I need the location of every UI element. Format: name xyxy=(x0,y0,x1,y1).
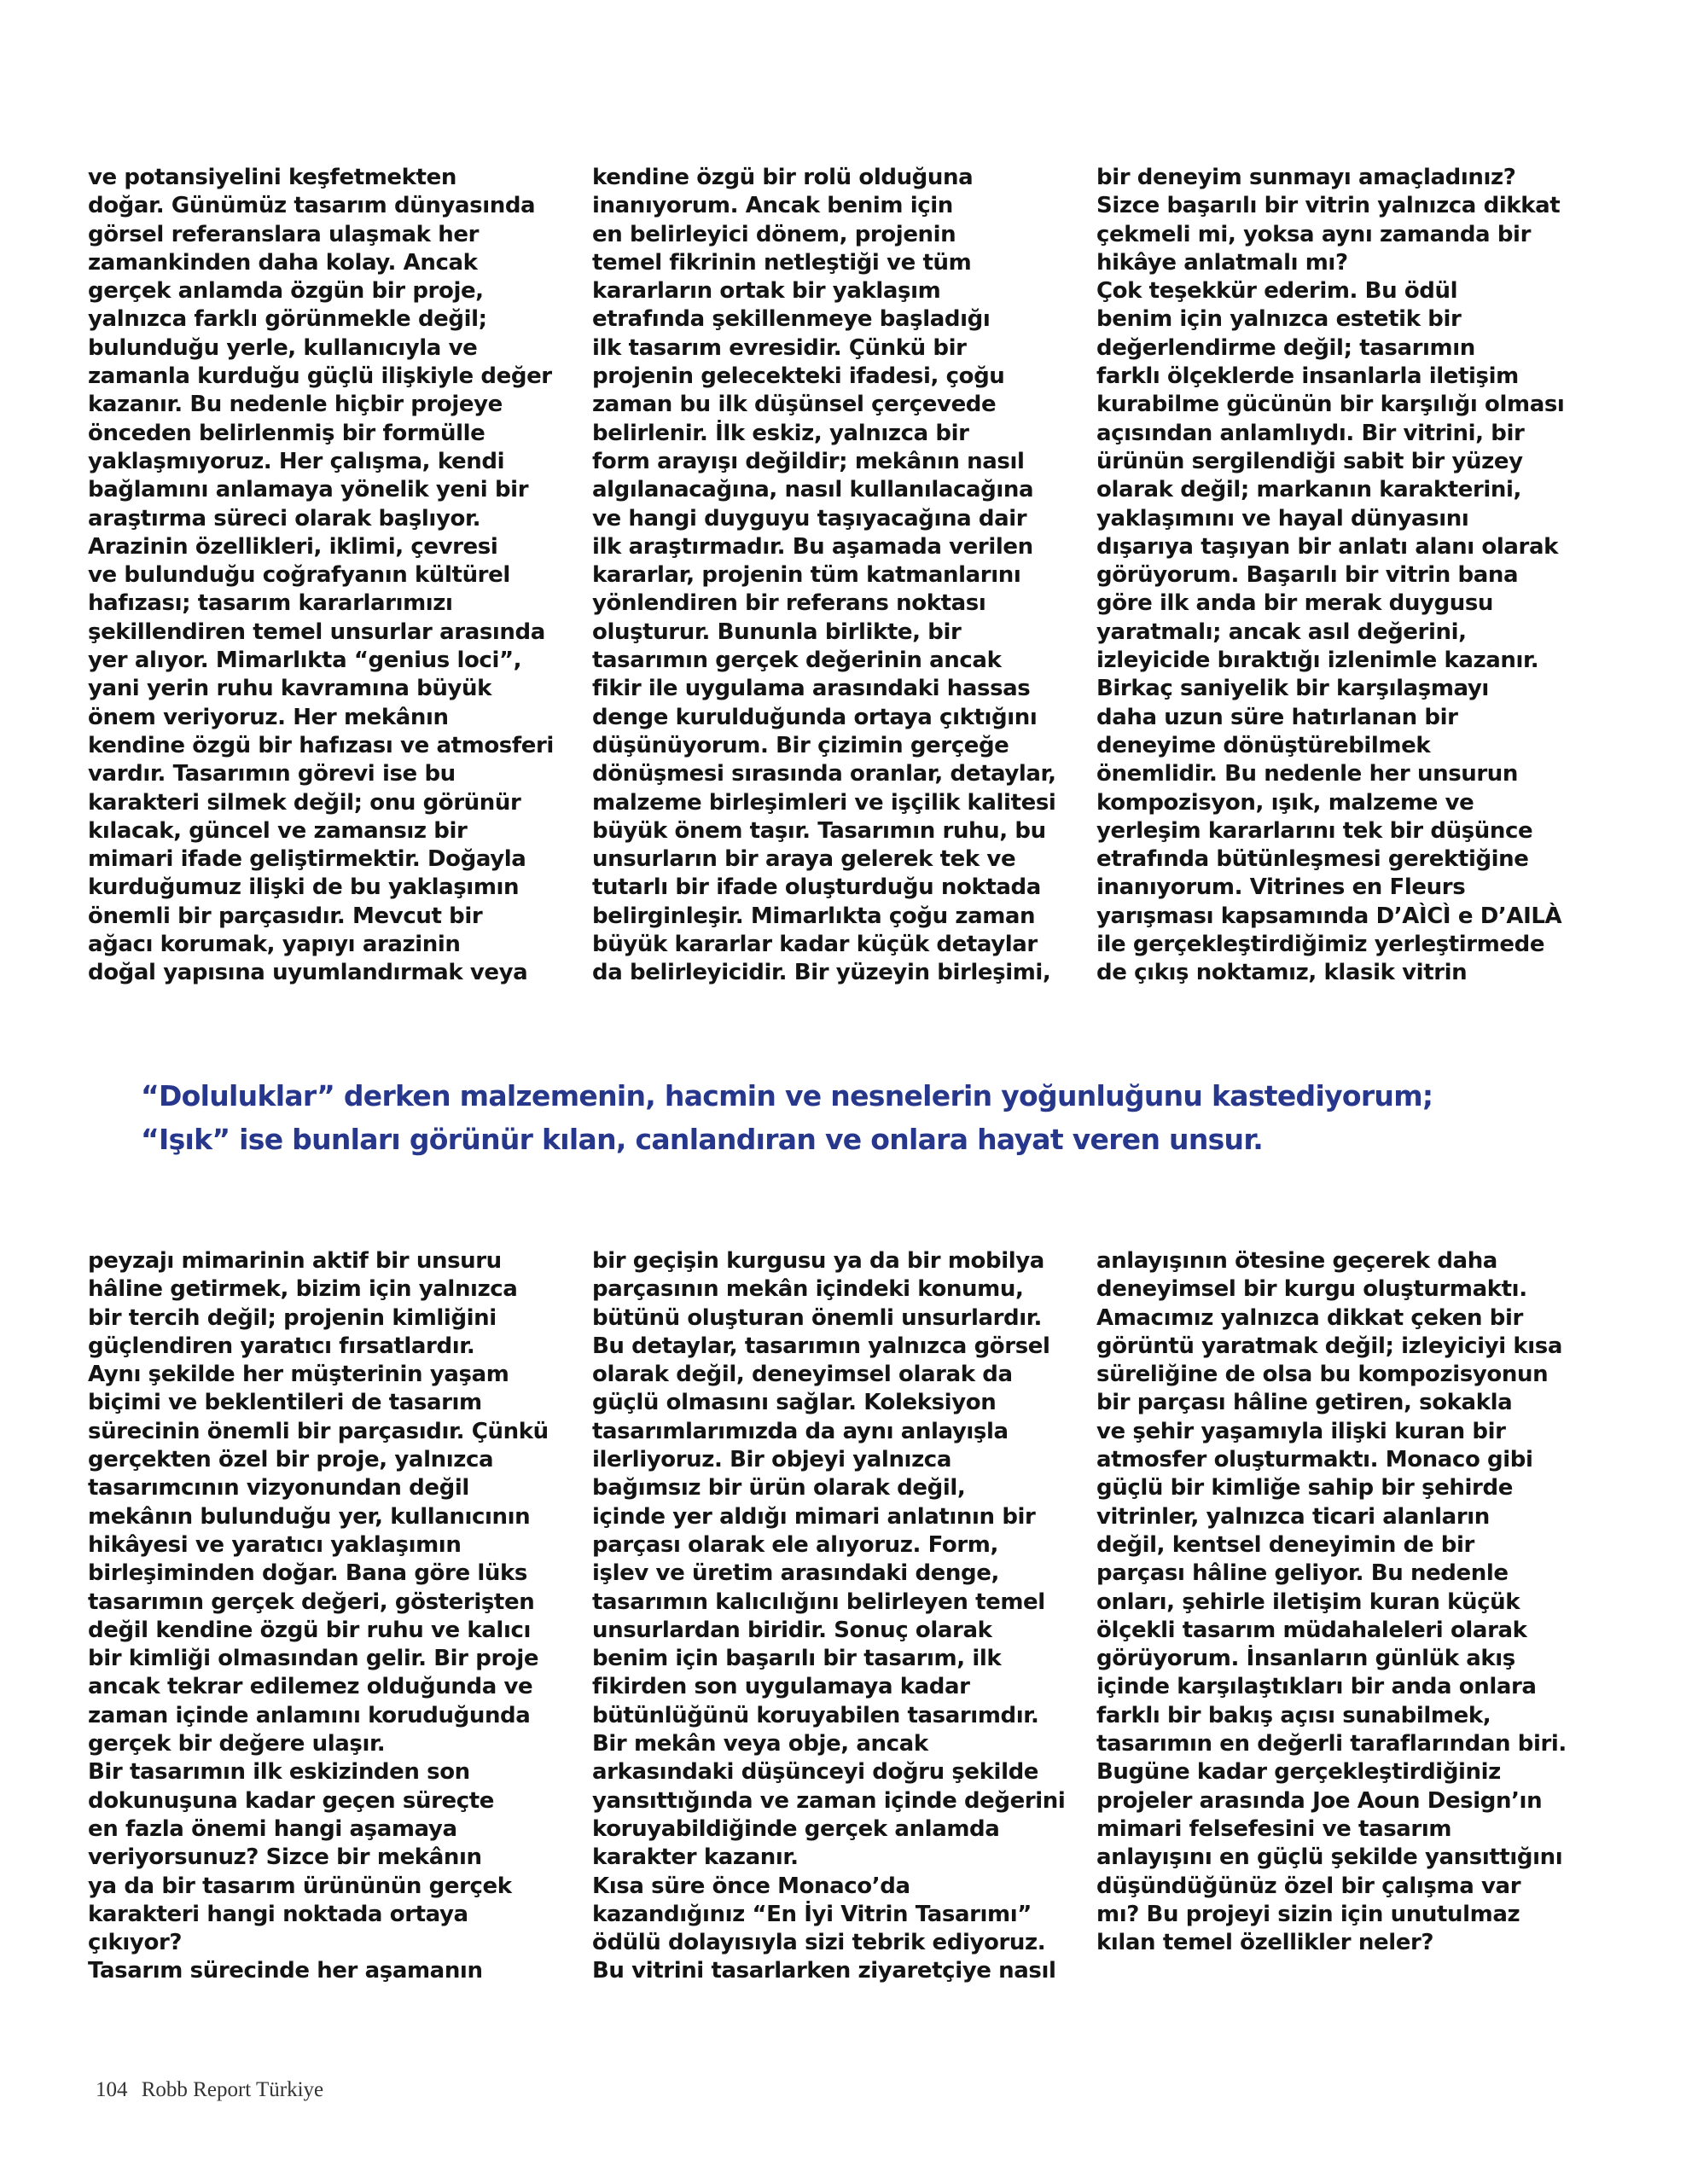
text-line: görsel referanslara ulaşmak her xyxy=(88,221,479,247)
text-line: belirlenir. İlk eskiz, yalnızca bir xyxy=(592,420,969,446)
text-line: karakter kazanır. xyxy=(592,1844,799,1871)
text-line: Bugüne kadar gerçekleştirdiğiniz xyxy=(1096,1759,1501,1786)
text-line: bir tercih değil; projenin kimliğini xyxy=(88,1304,497,1331)
text-line: oluşturur. Bununla birlikte, bir xyxy=(592,619,962,645)
text-line: güçlü bir kimliğe sahip bir şehirde xyxy=(1096,1475,1513,1502)
text-line: fikirden son uygulamaya kadar xyxy=(592,1674,970,1700)
text-line: ancak tekrar edilemez olduğunda ve xyxy=(88,1674,533,1700)
text-line: düşündüğünüz özel bir çalışma var xyxy=(1096,1873,1521,1899)
text-line: yer alıyor. Mimarlıkta “genius loci”, xyxy=(88,648,522,674)
text-line: çıkıyor? xyxy=(88,1930,183,1956)
text-line: en belirleyici dönem, projenin xyxy=(592,221,956,247)
text-line: önceden belirlenmiş bir formülle xyxy=(88,420,485,446)
text-line: yerleşim kararlarını tek bir düşünce xyxy=(1096,817,1533,844)
text-line: önemli bir parçasıdır. Mevcut bir xyxy=(88,903,483,929)
text-line: bütünü oluşturan önemli unsurlardır. xyxy=(592,1304,1042,1331)
text-line: hikâye anlatmalı mı? xyxy=(1096,249,1348,276)
text-line: belirginleşir. Mimarlıkta çoğu zaman xyxy=(592,903,1036,929)
text-line: ve hangi duyguyu taşıyacağına dair xyxy=(592,505,1027,531)
text-line: veriyorsunuz? Sizce bir mekânın xyxy=(88,1844,482,1871)
text-line: atmosfer oluşturmaktı. Monaco gibi xyxy=(1096,1447,1533,1473)
text-line: işlev ve üretim arasındaki denge, xyxy=(592,1560,999,1587)
text-line: mekânın bulunduğu yer, kullanıcının xyxy=(88,1503,531,1530)
text-line: karakteri silmek değil; onu görünür xyxy=(88,789,521,816)
text-line: sürecinin önemli bir parçasıdır. Çünkü xyxy=(88,1418,549,1444)
text-line: algılanacağına, nasıl kullanılacağına xyxy=(592,477,1034,503)
text-line: kararlar, projenin tüm katmanlarını xyxy=(592,562,1021,589)
text-line: bulunduğu yerle, kullanıcıyla ve xyxy=(88,334,478,361)
text-line: etrafında şekillenmeye başladığı xyxy=(592,306,991,333)
text-line: kurduğumuz ilişki de bu yaklaşımın xyxy=(88,874,520,901)
text-line: Arazinin özellikleri, iklimi, çevresi xyxy=(88,533,498,560)
text-line: Bu vitrini tasarlarken ziyaretçiye nasıl xyxy=(592,1958,1056,1984)
text-line: zaman içinde anlamını koruduğunda xyxy=(88,1702,531,1728)
text-line: mimari ifade geliştirmektir. Doğayla xyxy=(88,846,526,873)
text-line: ölçekli tasarım müdahaleleri olarak xyxy=(1096,1617,1527,1643)
text-line: ödülü dolayısıyla sizi tebrik ediyoruz. xyxy=(592,1930,1046,1956)
text-line: doğar. Günümüz tasarım dünyasında xyxy=(88,193,536,219)
page-footer xyxy=(96,2078,332,2102)
text-line: Kısa süre önce Monaco’da xyxy=(592,1873,910,1899)
pull-quote-line: “Işık” ise bunları görünür kılan, canlandıran ve onlara hayat veren unsur. xyxy=(141,1123,1264,1156)
text-line: ağacı korumak, yapıyı arazinin xyxy=(88,932,461,958)
text-line: zamanla kurduğu güçlü ilişkiyle değer xyxy=(88,363,552,390)
text-line: gerçek anlamda özgün bir proje, xyxy=(88,278,484,305)
text-line: olarak değil, deneyimsel olarak da xyxy=(592,1362,1013,1388)
text-line: mimari felsefesini ve tasarım xyxy=(1096,1815,1452,1842)
text-line: ürünün sergilendiği sabit bir yüzey xyxy=(1096,448,1523,474)
text-line: dokunuşuna kadar geçen süreçte xyxy=(88,1787,495,1814)
text-line: bir kimliği olmasından gelir. Bir proje xyxy=(88,1646,539,1672)
text-line: Bir tasarımın ilk eskizinden son xyxy=(88,1759,470,1786)
text-line: güçlendiren yaratıcı fırsatlardır. xyxy=(88,1333,475,1359)
text-line: görüyorum. İnsanların günlük akış xyxy=(1096,1646,1515,1672)
text-line: birleşiminden doğar. Bana göre lüks xyxy=(88,1560,527,1587)
text-line: bir geçişin kurgusu ya da bir mobilya xyxy=(592,1248,1044,1274)
text-line: etrafında bütünleşmesi gerektiğine xyxy=(1096,846,1529,873)
text-line: Sizce başarılı bir vitrin yalnızca dikkat xyxy=(1096,193,1561,219)
article-column-bottom-2 xyxy=(592,1247,1066,1986)
text-line: ve şehir yaşamıyla ilişki kuran bir xyxy=(1096,1418,1506,1444)
text-line: izleyicide bıraktığı izlenimle kazanır. xyxy=(1096,648,1539,674)
text-line: zamankinden daha kolay. Ancak xyxy=(88,249,478,276)
text-line: deneyimsel bir kurgu oluşturmaktı. xyxy=(1096,1276,1527,1303)
text-line: de çıkış noktamız, klasik vitrin xyxy=(1096,960,1468,986)
text-line: kurabilme gücünün bir karşılığı olması xyxy=(1096,392,1565,418)
text-line: projeler arasında Joe Aoun Design’ın xyxy=(1096,1787,1543,1814)
text-line: kompozisyon, ışık, malzeme ve xyxy=(1096,789,1474,816)
text-line: daha uzun süre hatırlanan bir xyxy=(1096,704,1458,730)
text-line: bütünlüğünü koruyabilen tasarımdır. xyxy=(592,1702,1039,1728)
text-line: inanıyorum. Vitrines en Fleurs xyxy=(1096,874,1466,901)
text-line: karakteri hangi noktada ortaya xyxy=(88,1901,468,1927)
text-line: parçasının mekân içindeki konumu, xyxy=(592,1276,1024,1303)
text-line: unsurların bir araya gelerek tek ve xyxy=(592,846,1016,873)
text-line: ilk tasarım evresidir. Çünkü bir xyxy=(592,334,967,361)
article-column-top-3 xyxy=(1096,164,1565,988)
text-line: ve potansiyelini keşfetmekten xyxy=(88,165,456,190)
text-line: görüntü yaratmak değil; izleyiciyi kısa xyxy=(1096,1333,1563,1359)
text-line: mı? Bu projeyi sizin için unutulmaz xyxy=(1096,1901,1520,1927)
text-line: görüyorum. Başarılı bir vitrin bana xyxy=(1096,562,1519,589)
text-line: açısından anlamlıydı. Bir vitrini, bir xyxy=(1096,420,1525,446)
text-line: yaratmalı; ancak asıl değerini, xyxy=(1096,619,1467,645)
article-column-top-2 xyxy=(592,164,1056,988)
text-line: ya da bir tasarım ürününün gerçek xyxy=(88,1873,512,1899)
text-line: ilerliyoruz. Bir objeyi yalnızca xyxy=(592,1447,951,1473)
text-line: tasarımlarımızda da aynı anlayışla xyxy=(592,1418,1009,1444)
text-line: da belirleyicidir. Bir yüzeyin birleşimi, xyxy=(592,960,1051,986)
text-line: yarışması kapsamında D’AÌCÌ e D’AILÀ xyxy=(1096,903,1562,929)
text-line: ile gerçekleştirdiğimiz yerleştirmede xyxy=(1096,932,1545,958)
text-line: doğal yapısına uyumlandırmak veya xyxy=(88,960,528,986)
text-line: dönüşmesi sırasında oranlar, detaylar, xyxy=(592,761,1056,787)
text-line: kararların ortak bir yaklaşım xyxy=(592,278,941,305)
text-line: onları, şehirle iletişim kuran küçük xyxy=(1096,1589,1520,1615)
text-line: çekmeli mi, yoksa aynı zamanda bir xyxy=(1096,221,1531,247)
text-line: hâline getirmek, bizim için yalnızca xyxy=(88,1276,518,1303)
text-line: temel fikrinin netleştiği ve tüm xyxy=(592,249,972,276)
text-line: yani yerin ruhu kavramına büyük xyxy=(88,676,491,702)
publication-name: Robb Report Türkiye xyxy=(141,2078,324,2101)
text-line: bağımsız bir ürün olarak değil, xyxy=(592,1475,966,1502)
text-line: peyzajı mimarinin aktif bir unsuru xyxy=(88,1248,502,1274)
text-line: farklı ölçeklerde insanlarla iletişim xyxy=(1096,363,1519,390)
text-line: kılan temel özellikler neler? xyxy=(1096,1930,1434,1956)
text-line: bağlamını anlamaya yönelik yeni bir xyxy=(88,477,529,503)
text-line: biçimi ve beklentileri de tasarım xyxy=(88,1390,482,1416)
pull-quote xyxy=(141,1074,1591,1161)
text-line: güçlü olmasını sağlar. Koleksiyon xyxy=(592,1390,997,1416)
text-line: Amacımız yalnızca dikkat çeken bir xyxy=(1096,1304,1523,1331)
text-line: ilk araştırmadır. Bu aşamada verilen xyxy=(592,533,1033,560)
text-line: içinde karşılaştıkları bir anda onlara xyxy=(1096,1674,1537,1700)
text-line: hafızası; tasarım kararlarımızı xyxy=(88,590,453,617)
text-line: farklı bir bakış açısı sunabilmek, xyxy=(1096,1702,1491,1728)
text-line: Çok teşekkür ederim. Bu ödül xyxy=(1096,278,1458,305)
text-line: yaklaşımını ve hayal dünyasını xyxy=(1096,505,1469,531)
text-line: önemlidir. Bu nedenle her unsurun xyxy=(1096,761,1519,787)
text-line: Birkaç saniyelik bir karşılaşmayı xyxy=(1096,676,1489,702)
text-line: kılacak, güncel ve zamansız bir xyxy=(88,817,468,844)
text-line: zaman bu ilk düşünsel çerçevede xyxy=(592,392,997,418)
text-line: kendine özgü bir rolü olduğuna xyxy=(592,165,974,190)
text-line: tasarımın gerçek değeri, gösterişten xyxy=(88,1589,535,1615)
text-line: Bir mekân veya obje, ancak xyxy=(592,1731,928,1757)
text-line: değerlendirme değil; tasarımın xyxy=(1096,334,1475,361)
text-line: yalnızca farklı görünmekle değil; xyxy=(88,306,487,333)
text-line: benim için başarılı bir tasarım, ilk xyxy=(592,1646,1002,1672)
text-line: vardır. Tasarımın görevi ise bu xyxy=(88,761,456,787)
text-line: şekillendiren temel unsurlar arasında xyxy=(88,619,545,645)
text-line: süreliğine de olsa bu kompozisyonun xyxy=(1096,1362,1549,1388)
text-line: değil kendine özgü bir ruhu ve kalıcı xyxy=(88,1617,531,1643)
text-line: malzeme birleşimleri ve işçilik kalitesi xyxy=(592,789,1056,816)
text-line: tasarımcının vizyonundan değil xyxy=(88,1475,469,1502)
text-line: koruyabildiğinde gerçek anlamda xyxy=(592,1815,1000,1842)
text-line: yansıttığında ve zaman içinde değerini xyxy=(592,1787,1066,1814)
text-line: düşünüyorum. Bir çizimin gerçeğe xyxy=(592,732,1009,758)
text-line: gerçek bir değere ulaşır. xyxy=(88,1731,386,1757)
text-line: içinde yer aldığı mimari anlatının bir xyxy=(592,1503,1036,1530)
text-line: form arayışı değildir; mekânın nasıl xyxy=(592,448,1025,474)
text-line: bir parçası hâline getiren, sokakla xyxy=(1096,1390,1513,1416)
text-line: önem veriyoruz. Her mekânın xyxy=(88,704,449,730)
text-line: fikir ile uygulama arasındaki hassas xyxy=(592,676,1031,702)
text-line: unsurlardan biridir. Sonuç olarak xyxy=(592,1617,992,1643)
text-line: Tasarım sürecinde her aşamanın xyxy=(88,1958,483,1984)
text-line: olarak değil; markanın karakterini, xyxy=(1096,477,1522,503)
text-line: yönlendiren bir referans noktası xyxy=(592,590,986,617)
text-line: ve bulunduğu coğrafyanın kültürel xyxy=(88,562,510,589)
text-line: hikâyesi ve yaratıcı yaklaşımın xyxy=(88,1531,462,1558)
text-line: vitrinler, yalnızca ticari alanların xyxy=(1096,1503,1490,1530)
text-line: deneyime dönüştürebilmek xyxy=(1096,732,1431,758)
page-number: 104 xyxy=(96,2078,128,2101)
text-line: kendine özgü bir hafızası ve atmosferi xyxy=(88,732,554,758)
text-line: Bu detaylar, tasarımın yalnızca görsel xyxy=(592,1333,1050,1359)
text-line: bir deneyim sunmayı amaçladınız? xyxy=(1096,165,1516,190)
text-line: en fazla önemi hangi aşamaya xyxy=(88,1815,457,1842)
text-line: kazanır. Bu nedenle hiçbir projeye xyxy=(88,392,503,418)
text-line: büyük önem taşır. Tasarımın ruhu, bu xyxy=(592,817,1046,844)
text-line: kazandığınız “En İyi Vitrin Tasarımı” xyxy=(592,1901,1032,1927)
text-line: tutarlı bir ifade oluşturduğu noktada xyxy=(592,874,1041,901)
pull-quote-line: “Doluluklar” derken malzemenin, hacmin ve nesnelerin yoğunluğunu kastediyorum; xyxy=(141,1079,1433,1112)
text-line: anlayışının ötesine geçerek daha xyxy=(1096,1248,1497,1274)
text-line: anlayışını en güçlü şekilde yansıttığını xyxy=(1096,1844,1563,1871)
text-line: Aynı şekilde her müşterinin yaşam xyxy=(88,1362,509,1388)
text-line: dışarıya taşıyan bir anlatı alanı olarak xyxy=(1096,533,1558,560)
text-line: tasarımın kalıcılığını belirleyen temel xyxy=(592,1589,1045,1615)
text-line: değil, kentsel deneyimin de bir xyxy=(1096,1531,1474,1558)
text-line: yaklaşmıyoruz. Her çalışma, kendi xyxy=(88,448,505,474)
article-column-top-1 xyxy=(88,164,554,988)
text-line: büyük kararlar kadar küçük detaylar xyxy=(592,932,1038,958)
text-line: göre ilk anda bir merak duygusu xyxy=(1096,590,1494,617)
text-line: inanıyorum. Ancak benim için xyxy=(592,193,953,219)
text-line: arkasındaki düşünceyi doğru şekilde xyxy=(592,1759,1039,1786)
text-line: parçası olarak ele alıyoruz. Form, xyxy=(592,1531,998,1558)
text-line: tasarımın gerçek değerinin ancak xyxy=(592,648,1002,674)
text-line: araştırma süreci olarak başlıyor. xyxy=(88,505,481,531)
text-line: tasarımın en değerli taraflarından biri. xyxy=(1096,1731,1567,1757)
text-line: benim için yalnızca estetik bir xyxy=(1096,306,1462,333)
text-line: projenin gelecekteki ifadesi, çoğu xyxy=(592,363,1005,390)
text-line: gerçekten özel bir proje, yalnızca xyxy=(88,1447,494,1473)
text-line: parçası hâline geliyor. Bu nedenle xyxy=(1096,1560,1509,1587)
article-column-bottom-1 xyxy=(88,1247,549,1986)
text-line: denge kurulduğunda ortaya çıktığını xyxy=(592,704,1038,730)
article-column-bottom-3 xyxy=(1096,1247,1567,1957)
